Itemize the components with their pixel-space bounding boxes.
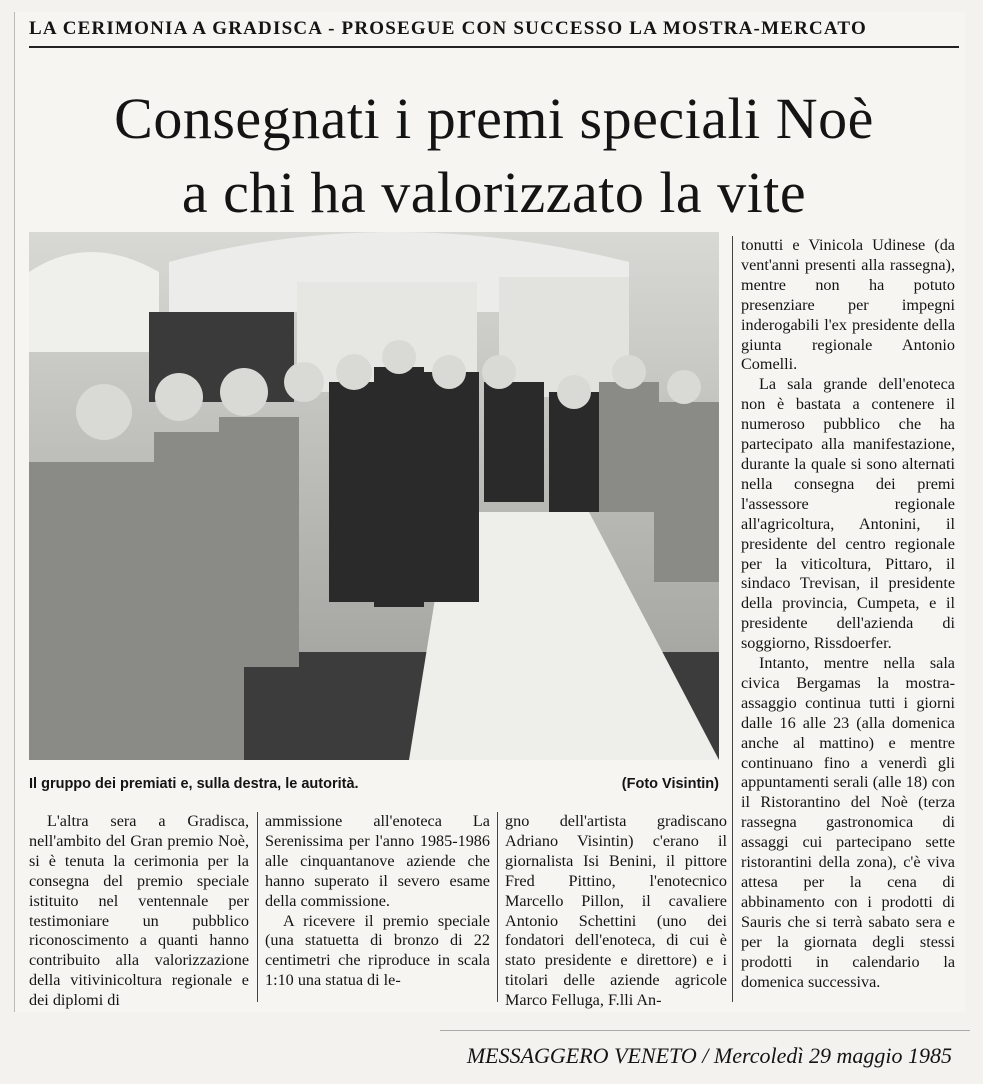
paragraph: tonutti e Vinicola Udinese (da vent'anni presenti alla rassegna), mentre non ha potuto presenziare per impegni inderogabili l'ex presidente della giunta regionale Antonio Comelli.: [741, 236, 955, 374]
photo-illustration: [29, 232, 719, 760]
paragraph: ammissione all'enoteca La Serenissima per l'anno 1985-1986 alle cinquantanove aziende che hanno superato il severo esame della commissione.: [265, 812, 490, 910]
paragraph: Intanto, mentre nella sala civica Bergamas la mostra-assaggio continua tutti i giorni dalle 16 alle 23 (alla domenica anche al mattino) e mentre continuano fino a venerdì gli appuntamenti serali (alle 18) con il Ristorantino del Noè (terza rassegna gastronomica di assaggi cui partecipano sette ristorantini della zona), c'è viva attesa per la cena di abbinamento con i prodotti di Sauris che si terrà sabato sera e per la giornata degli stessi prodotti in calendario la domenica successiva.: [741, 654, 955, 991]
newspaper-masthead: [440, 1030, 970, 1079]
column-divider: [732, 236, 733, 1002]
headline-line-2: a chi ha valorizzato la vite: [181, 160, 807, 225]
paragraph: La sala grande dell'enoteca non è bastata a contenere il numeroso pubblico che ha partecipato alla manifestazione, durante la quale si sono alternati nella consegna dei premi l'assessore regionale all'agricoltura, Antonini, il presidente del centro regionale per la viticoltura, Pittaro, il sindaco Trevisan, il presidente della provincia, Cumpeta, e il presidente dell'azienda di soggiorno, Rissdoerfer.: [741, 375, 955, 653]
headline-line-1: Consegnati i premi speciali Noè: [114, 86, 874, 151]
article-column-right: [741, 236, 955, 992]
article-column-2: [265, 812, 490, 991]
paragraph: gno dell'artista gradiscano Adriano Visintin) c'erano il giornalista Isi Benini, il pittore Fred Pittino, l'enotecnico Marcello Pillon, il cavaliere Antonio Schettini (uno dei fondatori dell'enoteca, di cui è stato presidente e direttore) e i titolari delle aziende agricole Marco Felluga, F.lli An-: [505, 812, 727, 1010]
main-headline: [29, 82, 959, 230]
kicker-headline: LA CERIMONIA A GRADISCA - PROSEGUE CON SUCCESSO LA MOSTRA-MERCATO: [29, 18, 959, 48]
caption-text: Il gruppo dei premiati e, sulla destra, le autorità.: [29, 776, 359, 792]
masthead-text: MESSAGGERO VENETO / Mercoledì 29 maggio 1985: [466, 1043, 952, 1068]
photo-caption: [29, 776, 719, 792]
newspaper-clipping: [14, 12, 965, 1012]
paragraph: L'altra sera a Gradisca, nell'ambito del Gran premio Noè, si è tenuta la cerimonia per la consegna del premio speciale istituito nel ventennale per testimoniare un pubblico riconoscimento a quanti hanno contribuito alla valorizzazione della vitivinicoltura regionale e dei diplomi di: [29, 812, 249, 1010]
article-column-3: [505, 812, 727, 1011]
column-divider: [257, 812, 258, 1002]
photo-credit: (Foto Visintin): [621, 776, 719, 792]
article-column-1: [29, 812, 249, 1011]
column-divider: [497, 812, 498, 1002]
award-group-photo: [29, 232, 719, 760]
paragraph: A ricevere il premio speciale (una statuetta di bronzo di 22 centimetri che riproduce in scala 1:10 una statua di le-: [265, 911, 490, 990]
